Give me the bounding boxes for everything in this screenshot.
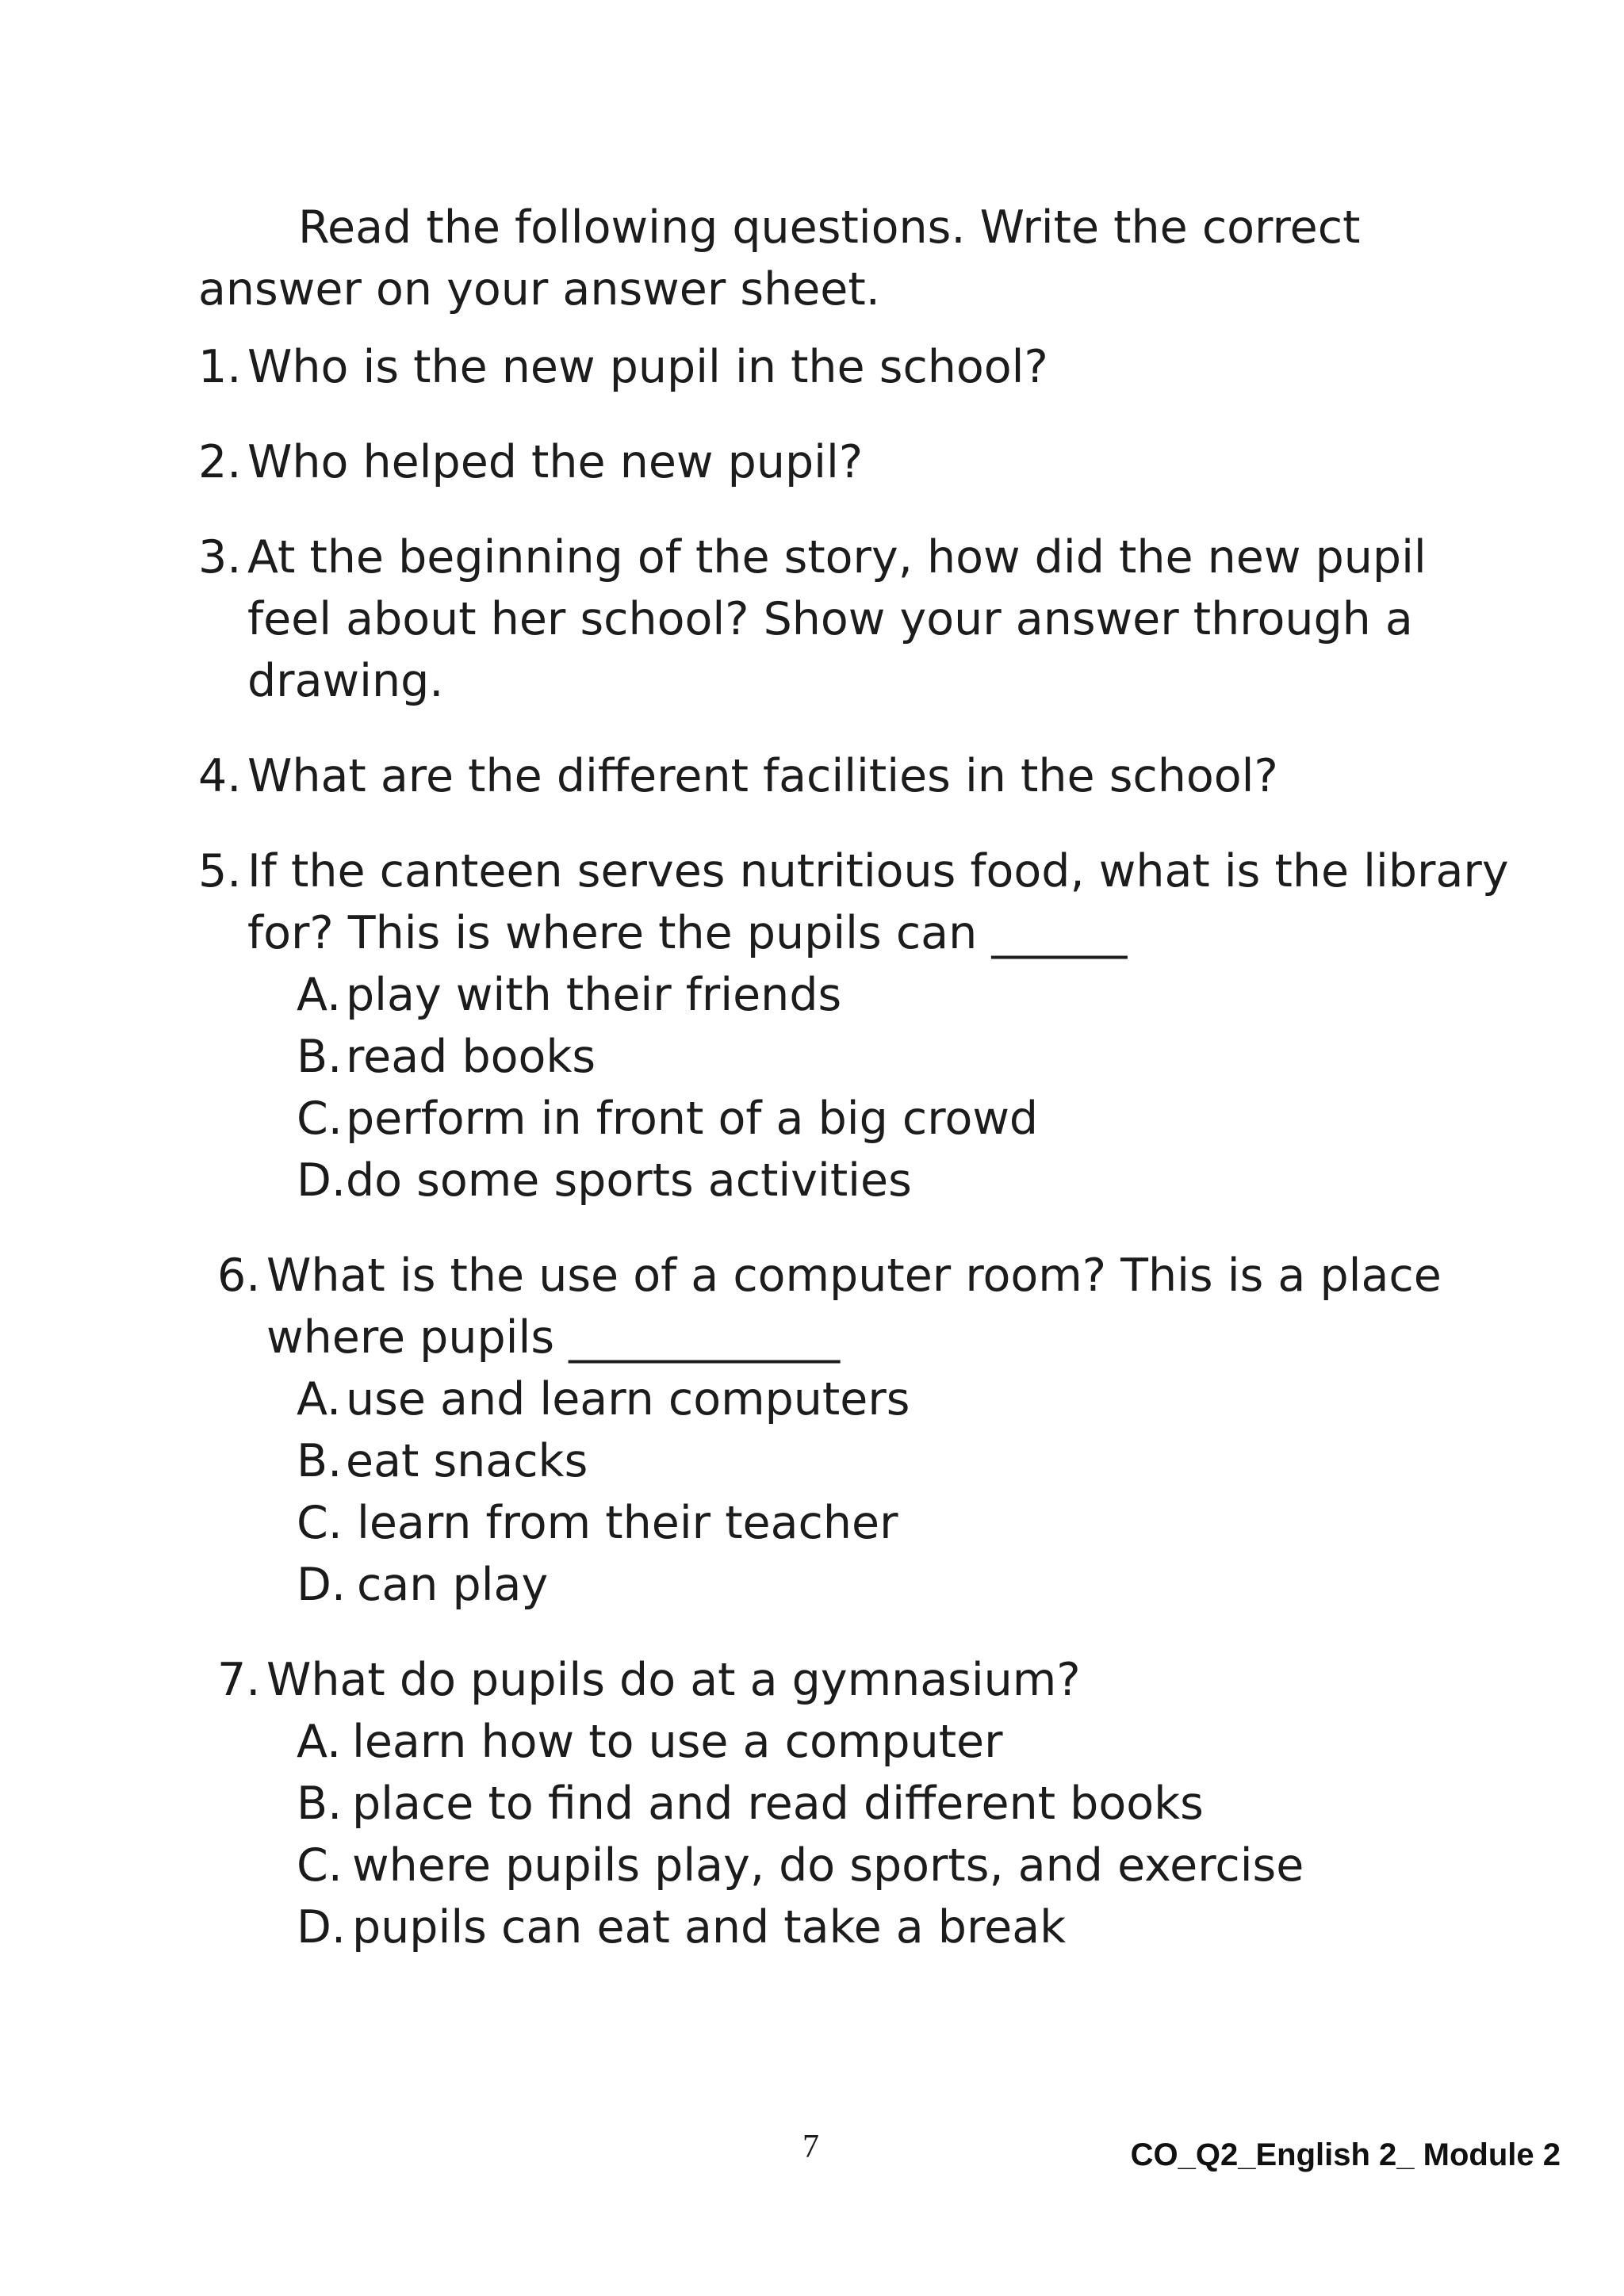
option-text: can play (357, 1559, 549, 1611)
question-text: feel about her school? Show your answer through a (247, 593, 1413, 645)
question-text: drawing. (247, 655, 444, 707)
option-letter: B. (297, 1435, 343, 1487)
question-number: 5. (198, 845, 242, 897)
question-text: What is the use of a computer room? This is a place (266, 1249, 1442, 1302)
question-number: 3. (198, 531, 242, 584)
option-letter: D. (297, 1154, 347, 1207)
question-text: What do pupils do at a gymnasium? (266, 1654, 1081, 1706)
question-text: What are the different facilities in the school? (247, 750, 1278, 802)
instructions-line-2: answer on your answer sheet. (198, 263, 880, 316)
question-number: 7. (217, 1654, 261, 1706)
option-text: learn how to use a computer (352, 1716, 1003, 1768)
option-letter: B. (297, 1031, 343, 1083)
option-letter: A. (297, 1716, 342, 1768)
question-text: Who is the new pupil in the school? (247, 341, 1048, 393)
option-text: use and learn computers (346, 1373, 910, 1425)
option-letter: B. (297, 1777, 343, 1830)
option-text: learn from their teacher (357, 1497, 898, 1549)
option-letter: C. (297, 1497, 343, 1549)
question-number: 2. (198, 436, 242, 488)
option-letter: C. (297, 1839, 343, 1892)
question-text: where pupils ____________ (266, 1311, 841, 1364)
option-text: eat snacks (346, 1435, 588, 1487)
instructions-line-1: Read the following questions. Write the correct (298, 201, 1361, 254)
option-text: perform in front of a big crowd (346, 1093, 1039, 1145)
question-number: 6. (217, 1249, 261, 1302)
module-code: CO_Q2_English 2_ Module 2 (1130, 2137, 1561, 2172)
option-text: play with their friends (346, 969, 842, 1021)
option-letter: D. (297, 1559, 347, 1611)
option-text: place to find and read different books (352, 1777, 1204, 1830)
option-text: where pupils play, do sports, and exercise (352, 1839, 1304, 1892)
option-letter: D. (297, 1901, 347, 1954)
question-text: Who helped the new pupil? (247, 436, 864, 488)
option-letter: C. (297, 1093, 343, 1145)
option-letter: A. (297, 969, 342, 1021)
option-text: do some sports activities (346, 1154, 912, 1207)
question-number: 4. (198, 750, 242, 802)
question-text: If the canteen serves nutritious food, what is the library (247, 845, 1509, 897)
question-number: 1. (198, 341, 242, 393)
question-text: At the beginning of the story, how did the new pupil (247, 531, 1427, 584)
question-text: for? This is where the pupils can ______ (247, 907, 1128, 959)
option-text: pupils can eat and take a break (352, 1901, 1067, 1954)
option-letter: A. (297, 1373, 342, 1425)
page-number: 7 (802, 2129, 819, 2165)
option-text: read books (346, 1031, 596, 1083)
